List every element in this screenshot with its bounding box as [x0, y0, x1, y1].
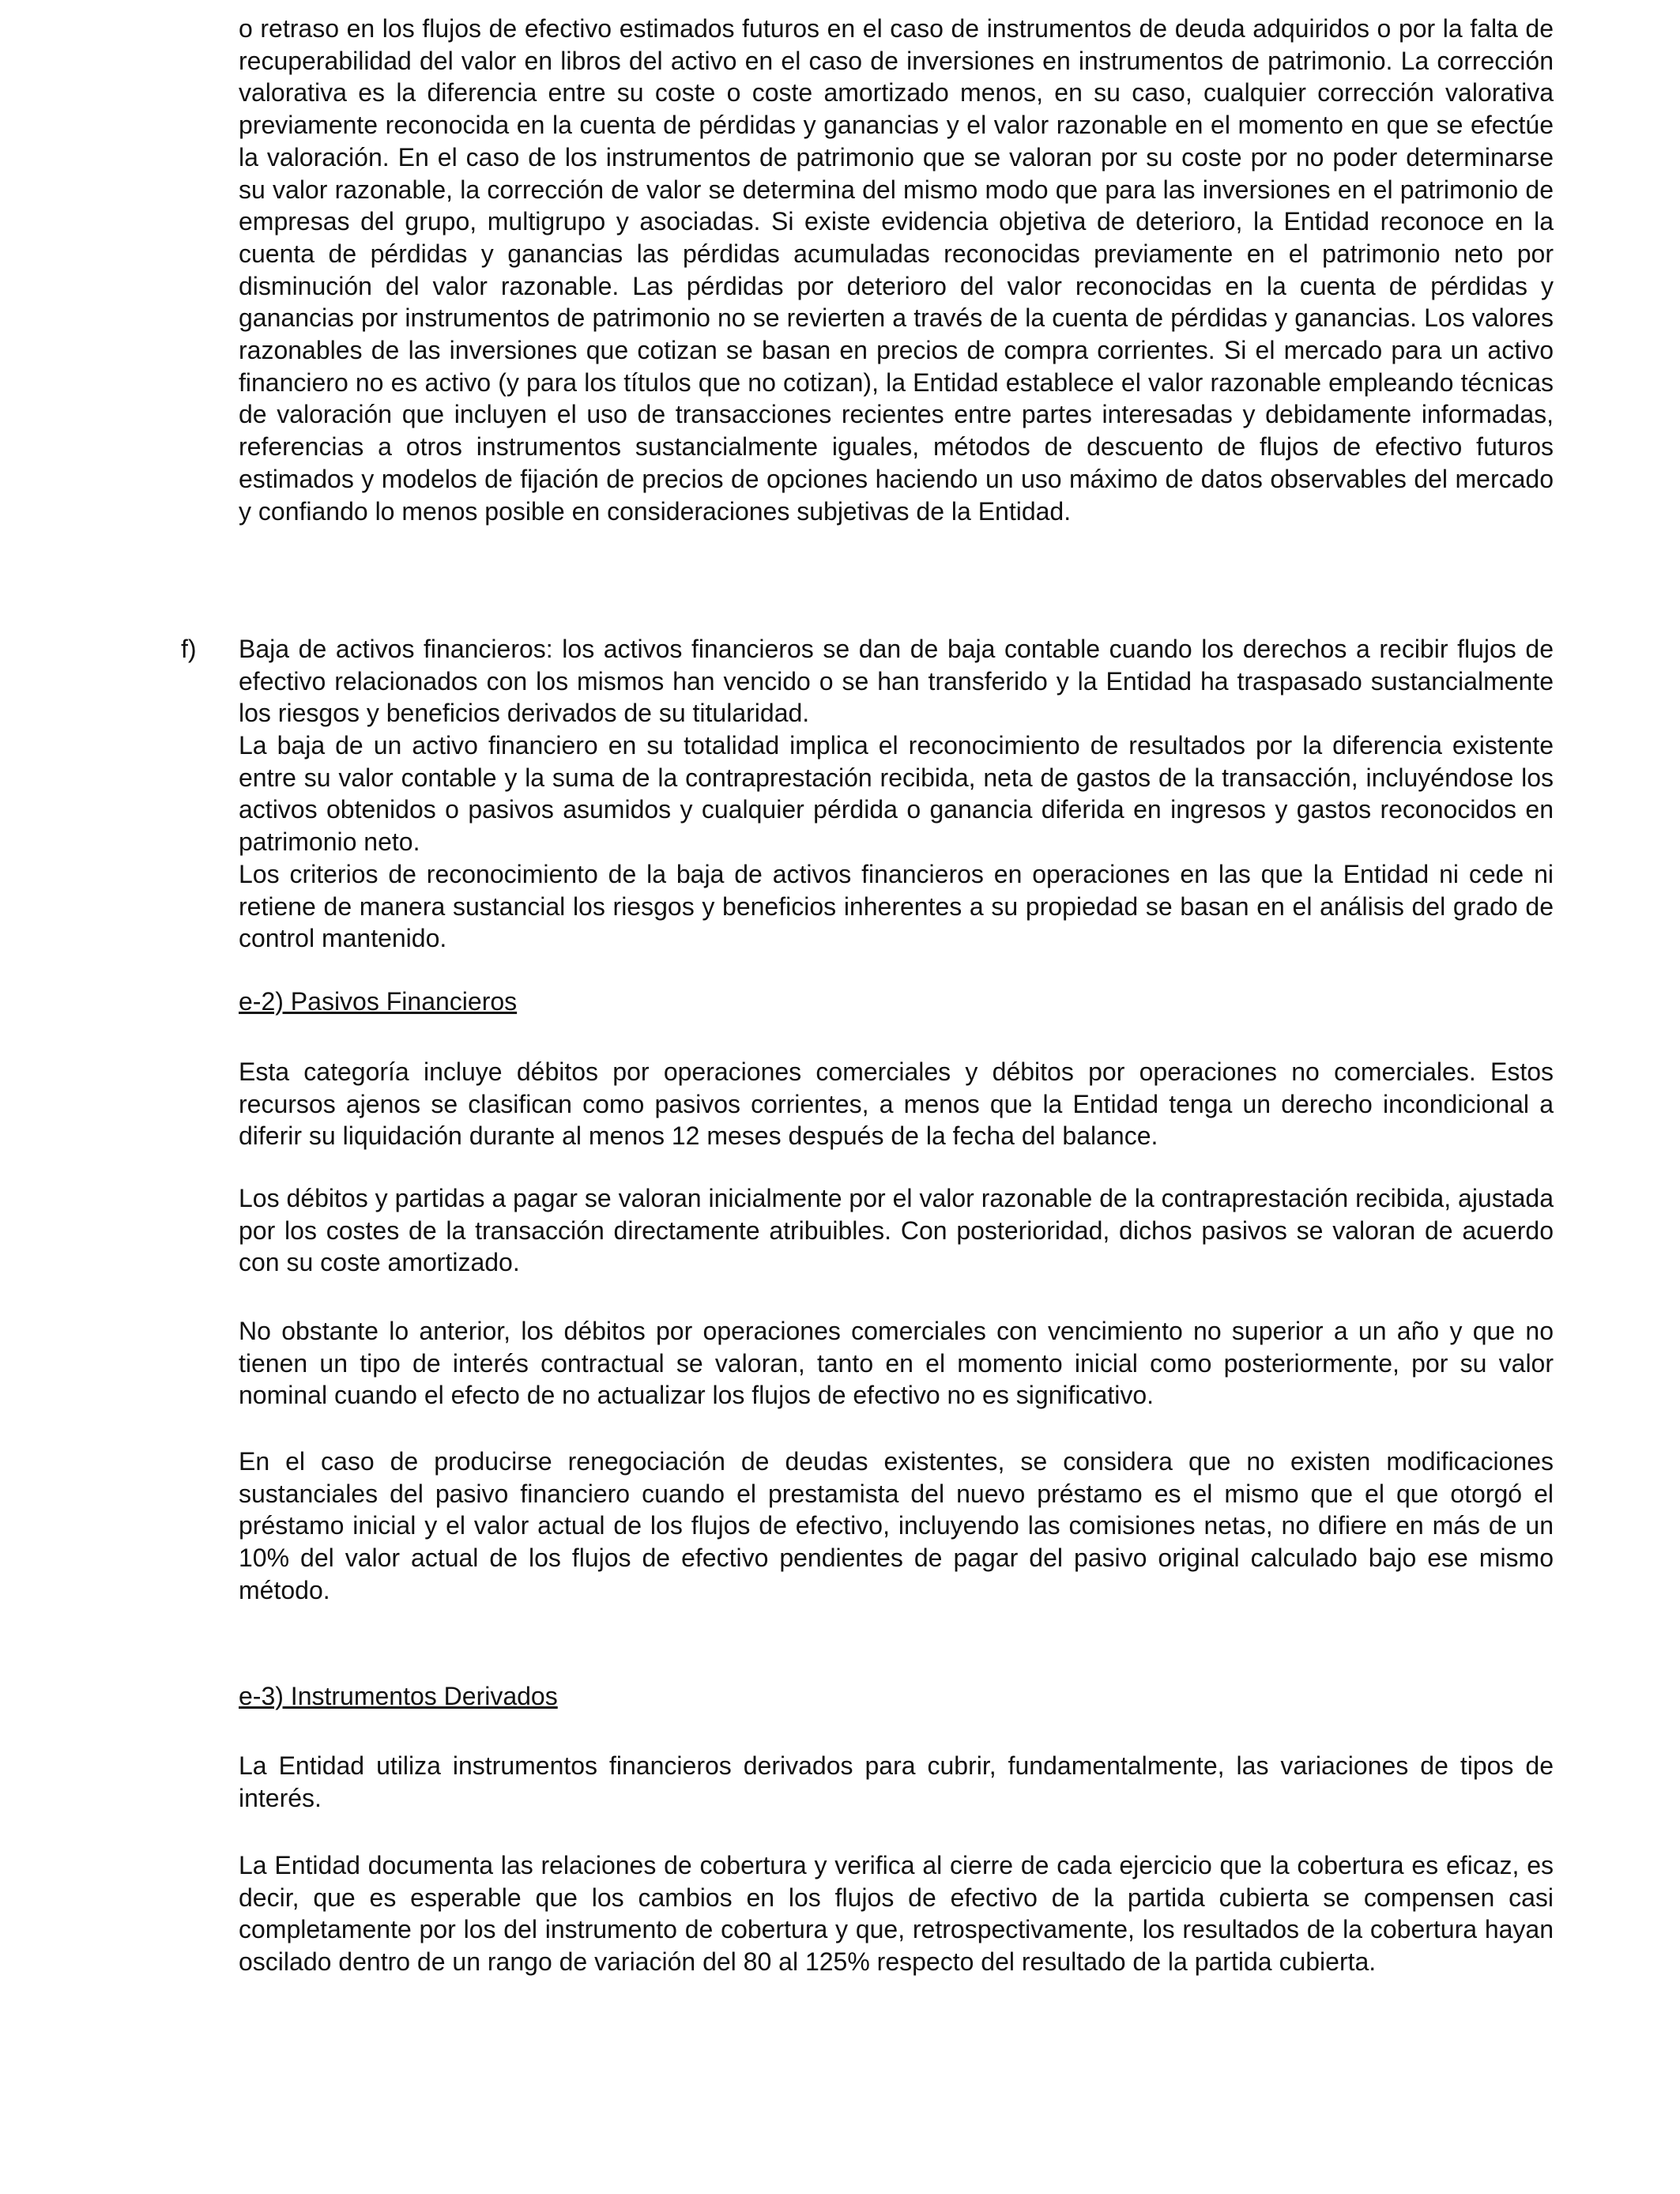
section-e3-paragraph-1: La Entidad utiliza instrumentos financieros derivados para cubrir, fundamentalmente, las variaciones de tipos de interés.: [239, 1751, 1554, 1812]
section-e2-paragraph-2: Los débitos y partidas a pagar se valoran inicialmente por el valor razonable de la contraprestación recibida, ajustada por los costes de la transacción directamente atribuibles. Con posterioridad, dichos pasivos se valoran de acuerdo con su coste amortizado.: [239, 1184, 1554, 1277]
list-marker-f: f): [181, 635, 197, 663]
intro-paragraph: o retraso en los flujos de efectivo estimados futuros en el caso de instrumentos de deuda adquiridos o por la falta de recuperabilidad del valor en libros del activo en el caso de inversiones en instrumentos de patrimonio. La corrección valorativa es la diferencia entre su coste o coste amortizado menos, en su caso, cualquier corrección valorativa previamente reconocida en la cuenta de pérdidas y ganancias y el valor razonable en el momento en que se efectúe la valoración. En el caso de los instrumentos de patrimonio que se valoran por su coste por no poder determinarse su valor razonable, la corrección de valor se determina del mismo modo que para las inversiones en el patrimonio de empresas del grupo, multigrupo y asociadas. Si existe evidencia objetiva de deterioro, la Entidad reconoce en la cuenta de pérdidas y ganancias las pérdidas acumuladas reconocidas previamente en el patrimonio neto por disminución del valor razonable. Las pérdidas por deterioro del valor reconocidas en la cuenta de pérdidas y ganancias por instrumentos de patrimonio no se revierten a través de la cuenta de pérdidas y ganancias. Los valores razonables de las inversiones que cotizan se basan en precios de compra corrientes. Si el mercado para un activo financiero no es activo (y para los títulos que no cotizan), la Entidad establece el valor razonable empleando técnicas de valoración que incluyen el uso de transacciones recientes entre partes interesadas y debidamente informadas, referencias a otros instrumentos sustancialmente iguales, métodos de descuento de flujos de efectivo futuros estimados y modelos de fijación de precios de opciones haciendo un uso máximo de datos observables del mercado y confiando lo menos posible en consideraciones subjetivas de la Entidad.: [239, 14, 1554, 526]
section-heading-e2: e-2) Pasivos Financieros: [239, 987, 518, 1016]
section-e3-paragraph-2: La Entidad documenta las relaciones de cobertura y verifica al cierre de cada ejercicio que la cobertura es eficaz, es decir, que es esperable que los cambios en los flujos de efectivo de la partida cubierta se compensen casi completamente por los del instrumento de cobertura y que, retrospectivamente, los resultados de la cobertura hayan oscilado dentro de un rango de variación del 80 al 125% respecto del resultado de la partida cubierta.: [239, 1851, 1554, 1977]
section-e2-paragraph-1: Esta categoría incluye débitos por operaciones comerciales y débitos por operaciones no comerciales. Estos recursos ajenos se clasifican como pasivos corrientes, a menos que la Entidad tenga un derecho incondicional a diferir su liquidación durante al menos 12 meses después de la fecha del balance.: [239, 1057, 1554, 1151]
item-f-paragraph-2: La baja de un activo financiero en su totalidad implica el reconocimiento de resultados por la diferencia existente entre su valor contable y la suma de la contraprestación recibida, neta de gastos de la transacción, incluyéndose los activos obtenidos o pasivos asumidos y cualquier pérdida o ganancia diferida en ingresos y gastos reconocidos en patrimonio neto.: [239, 731, 1554, 857]
section-heading-e3: e-3) Instrumentos Derivados: [239, 1682, 558, 1710]
item-f-paragraph-3: Los criterios de reconocimiento de la baja de activos financieros en operaciones en las que la Entidad ni cede ni retiene de manera sustancial los riesgos y beneficios inherentes a su propiedad se basan en el análisis del grado de control mantenido.: [239, 860, 1554, 953]
section-e2-paragraph-4: En el caso de producirse renegociación de deudas existentes, se considera que no existen modificaciones sustanciales del pasivo financiero cuando el prestamista del nuevo préstamo es el mismo que el que otorgó el préstamo inicial y el valor actual de los flujos de efectivo, incluyendo las comisiones netas, no difiere en más de un 10% del valor actual de los flujos de efectivo pendientes de pagar del pasivo original calculado bajo ese mismo método.: [239, 1447, 1554, 1604]
item-f-paragraph-1: Baja de activos financieros: los activos financieros se dan de baja contable cuando los derechos a recibir flujos de efectivo relacionados con los mismos han vencido o se han transferido y la Entidad ha traspasado sustancialmente los riesgos y beneficios derivados de su titularidad.: [239, 635, 1554, 728]
section-e2-paragraph-3: No obstante lo anterior, los débitos por operaciones comerciales con vencimiento no superior a un año y que no tienen un tipo de interés contractual se valoran, tanto en el momento inicial como posteriormente, por su valor nominal cuando el efecto de no actualizar los flujos de efectivo no es significativo.: [239, 1317, 1554, 1410]
